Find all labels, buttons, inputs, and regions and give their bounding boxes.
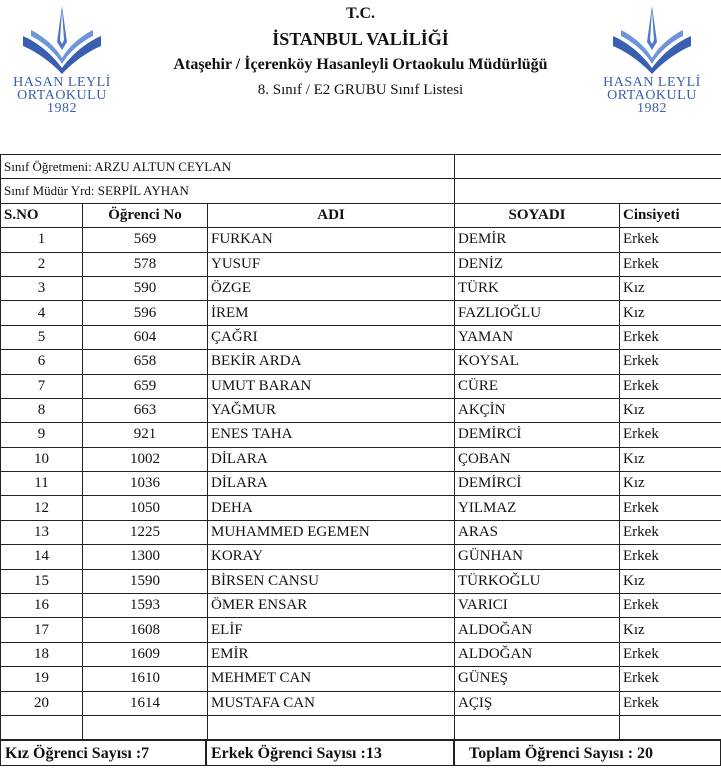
row-student-no: 1002 [83,447,208,471]
empty-cell [208,715,455,739]
row-name: KORAY [208,545,455,569]
row-surname: GÜNEŞ [455,667,620,691]
row-name: MUSTAFA CAN [208,691,455,715]
empty-cell [83,715,208,739]
row-surname: AKÇİN [455,398,620,422]
table-row [1,496,721,520]
table-row [1,398,721,422]
col-header-student-no: Öğrenci No [83,203,208,227]
row-surname: KOYSAL [455,350,620,374]
table-row [1,642,721,666]
row-gender: Erkek [620,545,721,569]
vice-principal: Sınıf Müdür Yrd: SERPİL AYHAN [1,179,455,203]
logo-name-line1: HASAN LEYLİ [603,75,701,90]
table-row [1,423,721,447]
row-student-no: 1614 [83,691,208,715]
empty-row [1,715,721,739]
row-sno: 12 [1,496,83,520]
row-gender: Kız [620,398,721,422]
row-surname: TÜRK [455,276,620,300]
row-name: DİLARA [208,447,455,471]
table-row [1,301,721,325]
table-row [1,325,721,349]
row-student-no: 1036 [83,472,208,496]
summary-boys: Erkek Öğrenci Sayısı :13 [206,740,454,766]
logo-name-line2: ORTAOKULU [17,88,107,103]
row-name: BEKİR ARDA [208,350,455,374]
row-name: MUHAMMED EGEMEN [208,520,455,544]
teacher-row-empty [455,155,721,179]
book-pen-icon [17,2,107,76]
table-row [1,545,721,569]
row-surname: ALDOĞAN [455,642,620,666]
table-row [1,350,721,374]
row-student-no: 596 [83,301,208,325]
vice-principal-row [1,179,721,203]
table-row [1,618,721,642]
school-logo-left [2,2,122,127]
header-line-class: 8. Sınıf / E2 GRUBU Sınıf Listesi [257,82,464,98]
header-line-school: Ataşehir / İçerenköy Hasanleyli Ortaokulu Müdürlüğü [173,56,548,73]
row-sno: 2 [1,252,83,276]
summary-girls: Kız Öğrenci Sayısı :7 [0,740,206,766]
row-surname: DEMİRCİ [455,423,620,447]
row-sno: 1 [1,228,83,252]
row-gender: Erkek [620,350,721,374]
row-gender: Kız [620,569,721,593]
row-name: MEHMET CAN [208,667,455,691]
row-sno: 14 [1,545,83,569]
header-line-tc: T.C. [345,5,376,22]
row-gender: Erkek [620,496,721,520]
table-row [1,520,721,544]
row-sno: 5 [1,325,83,349]
row-name: ELİF [208,618,455,642]
row-sno: 6 [1,350,83,374]
table-row [1,667,721,691]
row-student-no: 658 [83,350,208,374]
row-student-no: 663 [83,398,208,422]
row-surname: VARICI [455,594,620,618]
logo-year: 1982 [47,101,77,116]
empty-cell [1,715,83,739]
table-row [1,472,721,496]
row-surname: ARAS [455,520,620,544]
row-surname: DEMİRCİ [455,472,620,496]
row-gender: Kız [620,276,721,300]
row-sno: 20 [1,691,83,715]
row-student-no: 1609 [83,642,208,666]
row-gender: Erkek [620,667,721,691]
student-list-table [0,154,721,740]
table-row [1,691,721,715]
row-surname: FAZLIOĞLU [455,301,620,325]
row-surname: YILMAZ [455,496,620,520]
row-surname: ALDOĞAN [455,618,620,642]
teacher-row [1,155,721,179]
column-header-row [1,203,721,227]
row-surname: CÜRE [455,374,620,398]
row-student-no: 659 [83,374,208,398]
row-surname: ÇOBAN [455,447,620,471]
table-row [1,594,721,618]
empty-cell [620,715,721,739]
row-name: ENES TAHA [208,423,455,447]
row-sno: 4 [1,301,83,325]
table-row [1,374,721,398]
logo-name-line2: ORTAOKULU [607,88,697,103]
row-gender: Kız [620,447,721,471]
row-name: DİLARA [208,472,455,496]
row-name: YUSUF [208,252,455,276]
row-sno: 9 [1,423,83,447]
header-line-valilik: İSTANBUL VALİLİĞİ [272,29,449,49]
row-gender: Erkek [620,642,721,666]
summary-total: Toplam Öğrenci Sayısı : 20 [454,740,721,766]
row-gender: Erkek [620,325,721,349]
row-student-no: 578 [83,252,208,276]
row-student-no: 1050 [83,496,208,520]
row-name: İREM [208,301,455,325]
row-student-no: 590 [83,276,208,300]
row-gender: Erkek [620,423,721,447]
table-row [1,569,721,593]
table-row [1,252,721,276]
row-name: YAĞMUR [208,398,455,422]
row-student-no: 569 [83,228,208,252]
table-row [1,447,721,471]
col-header-surname: SOYADI [455,203,620,227]
logo-year: 1982 [637,101,667,116]
row-gender: Erkek [620,594,721,618]
row-surname: AÇIŞ [455,691,620,715]
col-header-name: ADI [208,203,455,227]
empty-cell [455,715,620,739]
row-sno: 8 [1,398,83,422]
row-sno: 10 [1,447,83,471]
row-name: FURKAN [208,228,455,252]
row-gender: Erkek [620,228,721,252]
row-sno: 11 [1,472,83,496]
row-student-no: 1590 [83,569,208,593]
table-row [1,228,721,252]
row-sno: 13 [1,520,83,544]
row-name: UMUT BARAN [208,374,455,398]
row-student-no: 1300 [83,545,208,569]
row-student-no: 921 [83,423,208,447]
row-gender: Erkek [620,252,721,276]
col-header-sno: S.NO [1,203,83,227]
row-gender: Kız [620,472,721,496]
row-name: DEHA [208,496,455,520]
table-row [1,276,721,300]
book-pen-icon [607,2,697,76]
row-student-no: 604 [83,325,208,349]
row-sno: 15 [1,569,83,593]
row-student-no: 1608 [83,618,208,642]
row-sno: 7 [1,374,83,398]
row-gender: Kız [620,618,721,642]
row-surname: DENİZ [455,252,620,276]
row-gender: Erkek [620,374,721,398]
row-name: ÖMER ENSAR [208,594,455,618]
row-surname: GÜNHAN [455,545,620,569]
row-sno: 19 [1,667,83,691]
row-sno: 18 [1,642,83,666]
class-teacher: Sınıf Öğretmeni: ARZU ALTUN CEYLAN [1,155,455,179]
row-name: ÇAĞRI [208,325,455,349]
school-logo-right [592,2,712,127]
col-header-gender: Cinsiyeti [620,203,721,227]
row-name: BİRSEN CANSU [208,569,455,593]
row-student-no: 1610 [83,667,208,691]
row-surname: DEMİR [455,228,620,252]
row-name: ÖZGE [208,276,455,300]
row-student-no: 1225 [83,520,208,544]
row-sno: 3 [1,276,83,300]
row-surname: TÜRKOĞLU [455,569,620,593]
row-surname: YAMAN [455,325,620,349]
row-sno: 17 [1,618,83,642]
row-student-no: 1593 [83,594,208,618]
row-sno: 16 [1,594,83,618]
row-gender: Kız [620,301,721,325]
row-name: EMİR [208,642,455,666]
logo-name-line1: HASAN LEYLİ [13,75,111,90]
vice-row-empty [455,179,721,203]
row-gender: Erkek [620,520,721,544]
row-gender: Erkek [620,691,721,715]
